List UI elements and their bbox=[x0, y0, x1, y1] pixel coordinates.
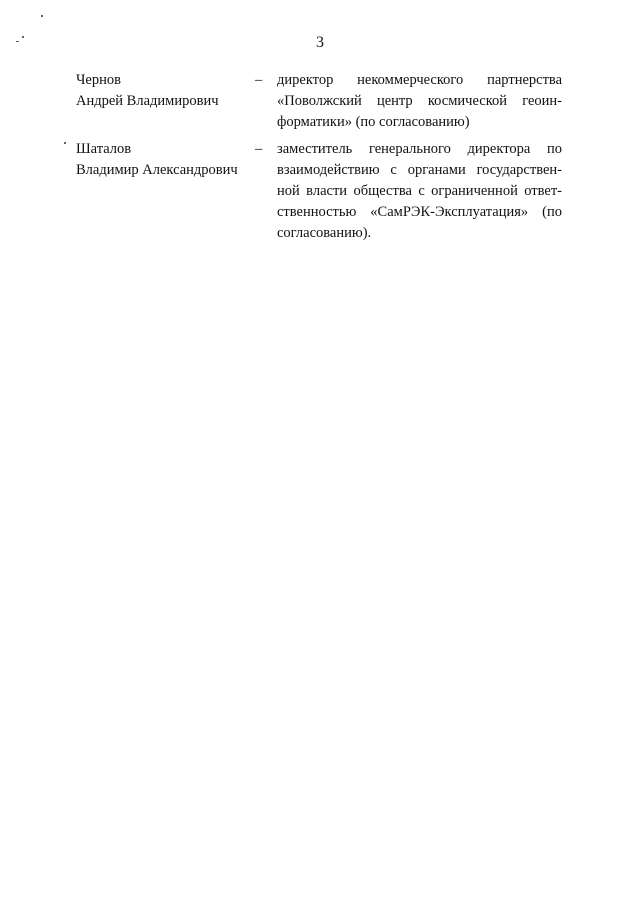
member-surname: Шаталов bbox=[76, 141, 132, 157]
role-line: заместитель генерального директора по bbox=[277, 141, 562, 157]
member-name bbox=[76, 70, 256, 112]
role-line: ной власти общества с ограниченной ответ- bbox=[277, 183, 562, 199]
role-line: директор некоммерческого партнерства bbox=[277, 72, 562, 88]
member-surname: Чернов bbox=[76, 72, 121, 88]
scan-speck bbox=[41, 15, 43, 17]
role-line: «Поволжский центр космической геоин- bbox=[277, 93, 562, 109]
page-number: 3 bbox=[316, 34, 324, 51]
member-given-names: Андрей Владимирович bbox=[76, 93, 219, 109]
member-role bbox=[277, 139, 562, 244]
dash-separator: – bbox=[255, 72, 263, 88]
member-role bbox=[277, 70, 562, 133]
role-line: ственностью «СамРЭК-Эксплуатация» (по bbox=[277, 204, 562, 220]
role-line: согласованию). bbox=[277, 225, 372, 241]
member-name bbox=[76, 139, 256, 181]
role-line: взаимодействию с органами государствен- bbox=[277, 162, 562, 178]
role-line: форматики» (по согласованию) bbox=[277, 114, 470, 130]
scan-speck bbox=[64, 142, 66, 144]
dash-separator: – bbox=[255, 141, 263, 157]
member-given-names: Владимир Александрович bbox=[76, 162, 238, 178]
